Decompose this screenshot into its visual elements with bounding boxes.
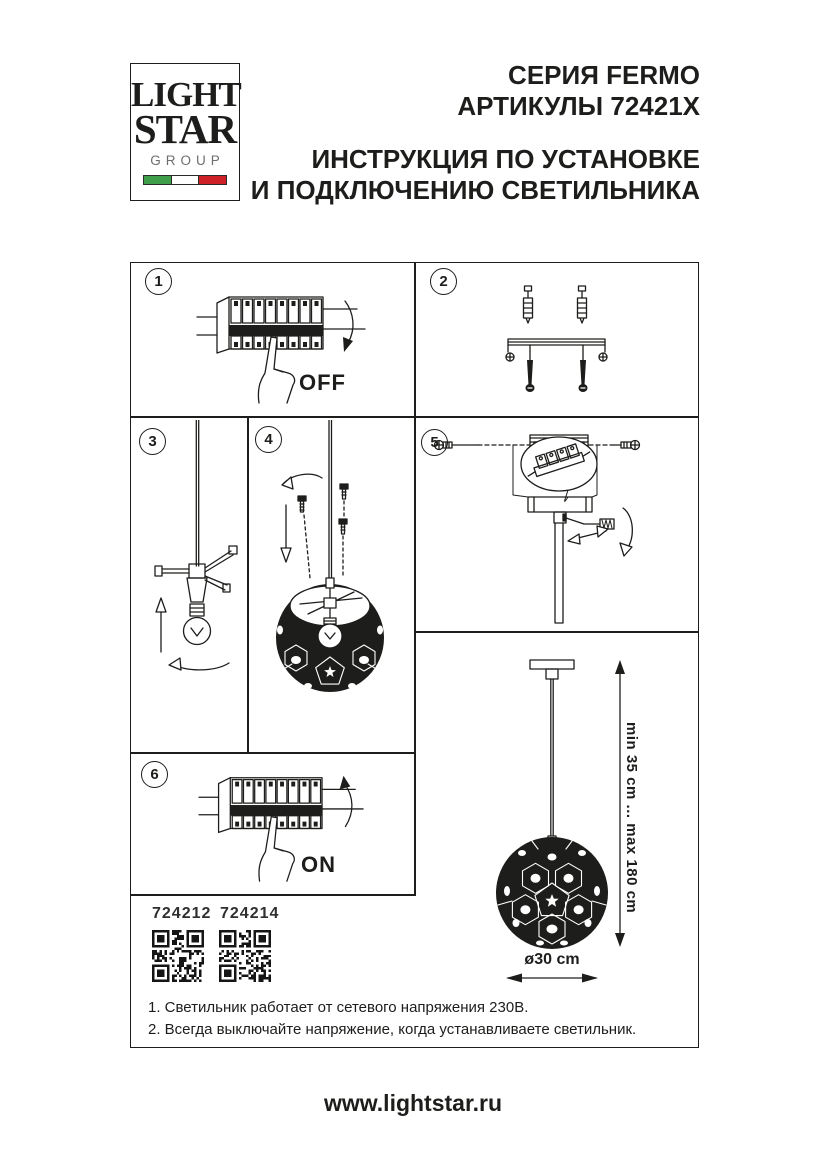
lightstar-logo bbox=[130, 63, 240, 201]
article-number-left: 724212 bbox=[152, 905, 212, 922]
italian-flag-bar bbox=[143, 175, 227, 185]
on-label: ON bbox=[301, 852, 336, 877]
series-title: СЕРИЯ FERMO bbox=[508, 60, 700, 90]
divider-panel6-bottom bbox=[131, 894, 416, 896]
safety-notes bbox=[148, 997, 636, 1040]
divider-panels-3-4 bbox=[247, 417, 249, 753]
header-instruction-block bbox=[251, 144, 700, 206]
logo-word-light: LIGHT bbox=[131, 75, 241, 114]
ceiling-bracket-illustration bbox=[418, 420, 688, 632]
diameter-dimension: ø30 cm bbox=[524, 951, 580, 968]
logo-word-star: STAR bbox=[133, 106, 237, 153]
divider-panels34-bottom bbox=[131, 752, 416, 754]
article-number-right: 724214 bbox=[220, 905, 280, 922]
note-line-2: 2. Всегда выключайте напряжение, когда устанавливаете светильник. bbox=[148, 1020, 637, 1038]
header-series-block bbox=[457, 60, 700, 122]
breaker-on-illustration bbox=[195, 766, 370, 888]
mounting-kit-illustration bbox=[425, 272, 685, 412]
flag-white-segment bbox=[171, 176, 200, 184]
note-line-1: 1. Светильник работает от сетевого напряжения 230В. bbox=[148, 999, 529, 1016]
flag-green-segment bbox=[144, 176, 171, 184]
step-6-number: 6 bbox=[141, 761, 168, 788]
divider-center-vertical bbox=[414, 263, 416, 896]
pendant-dimensions-illustration bbox=[430, 640, 700, 995]
step-2-number: 2 bbox=[430, 268, 457, 295]
step-5-number: 5 bbox=[421, 429, 448, 456]
qr-code-left bbox=[152, 930, 204, 982]
step-3-number: 3 bbox=[139, 428, 166, 455]
suspension-height-dimension: min 35 cm ... max 180 cm bbox=[623, 722, 640, 914]
shade-assembly-illustration bbox=[250, 420, 413, 750]
articles-title: АРТИКУЛЫ 72421X bbox=[457, 91, 700, 121]
flag-red-segment bbox=[199, 176, 226, 184]
website-url: www.lightstar.ru bbox=[323, 1090, 503, 1116]
step-4-number: 4 bbox=[255, 426, 282, 453]
qr-code-right bbox=[219, 930, 271, 982]
off-label: OFF bbox=[299, 370, 346, 395]
instruction-title-line2: И ПОДКЛЮЧЕНИЮ СВЕТИЛЬНИКА bbox=[250, 175, 700, 205]
instruction-title-line1: ИНСТРУКЦИЯ ПО УСТАНОВКЕ bbox=[311, 144, 700, 174]
bulb-install-illustration bbox=[133, 420, 245, 750]
logo-word-group: GROUP bbox=[150, 152, 225, 168]
step-1-number: 1 bbox=[145, 268, 172, 295]
